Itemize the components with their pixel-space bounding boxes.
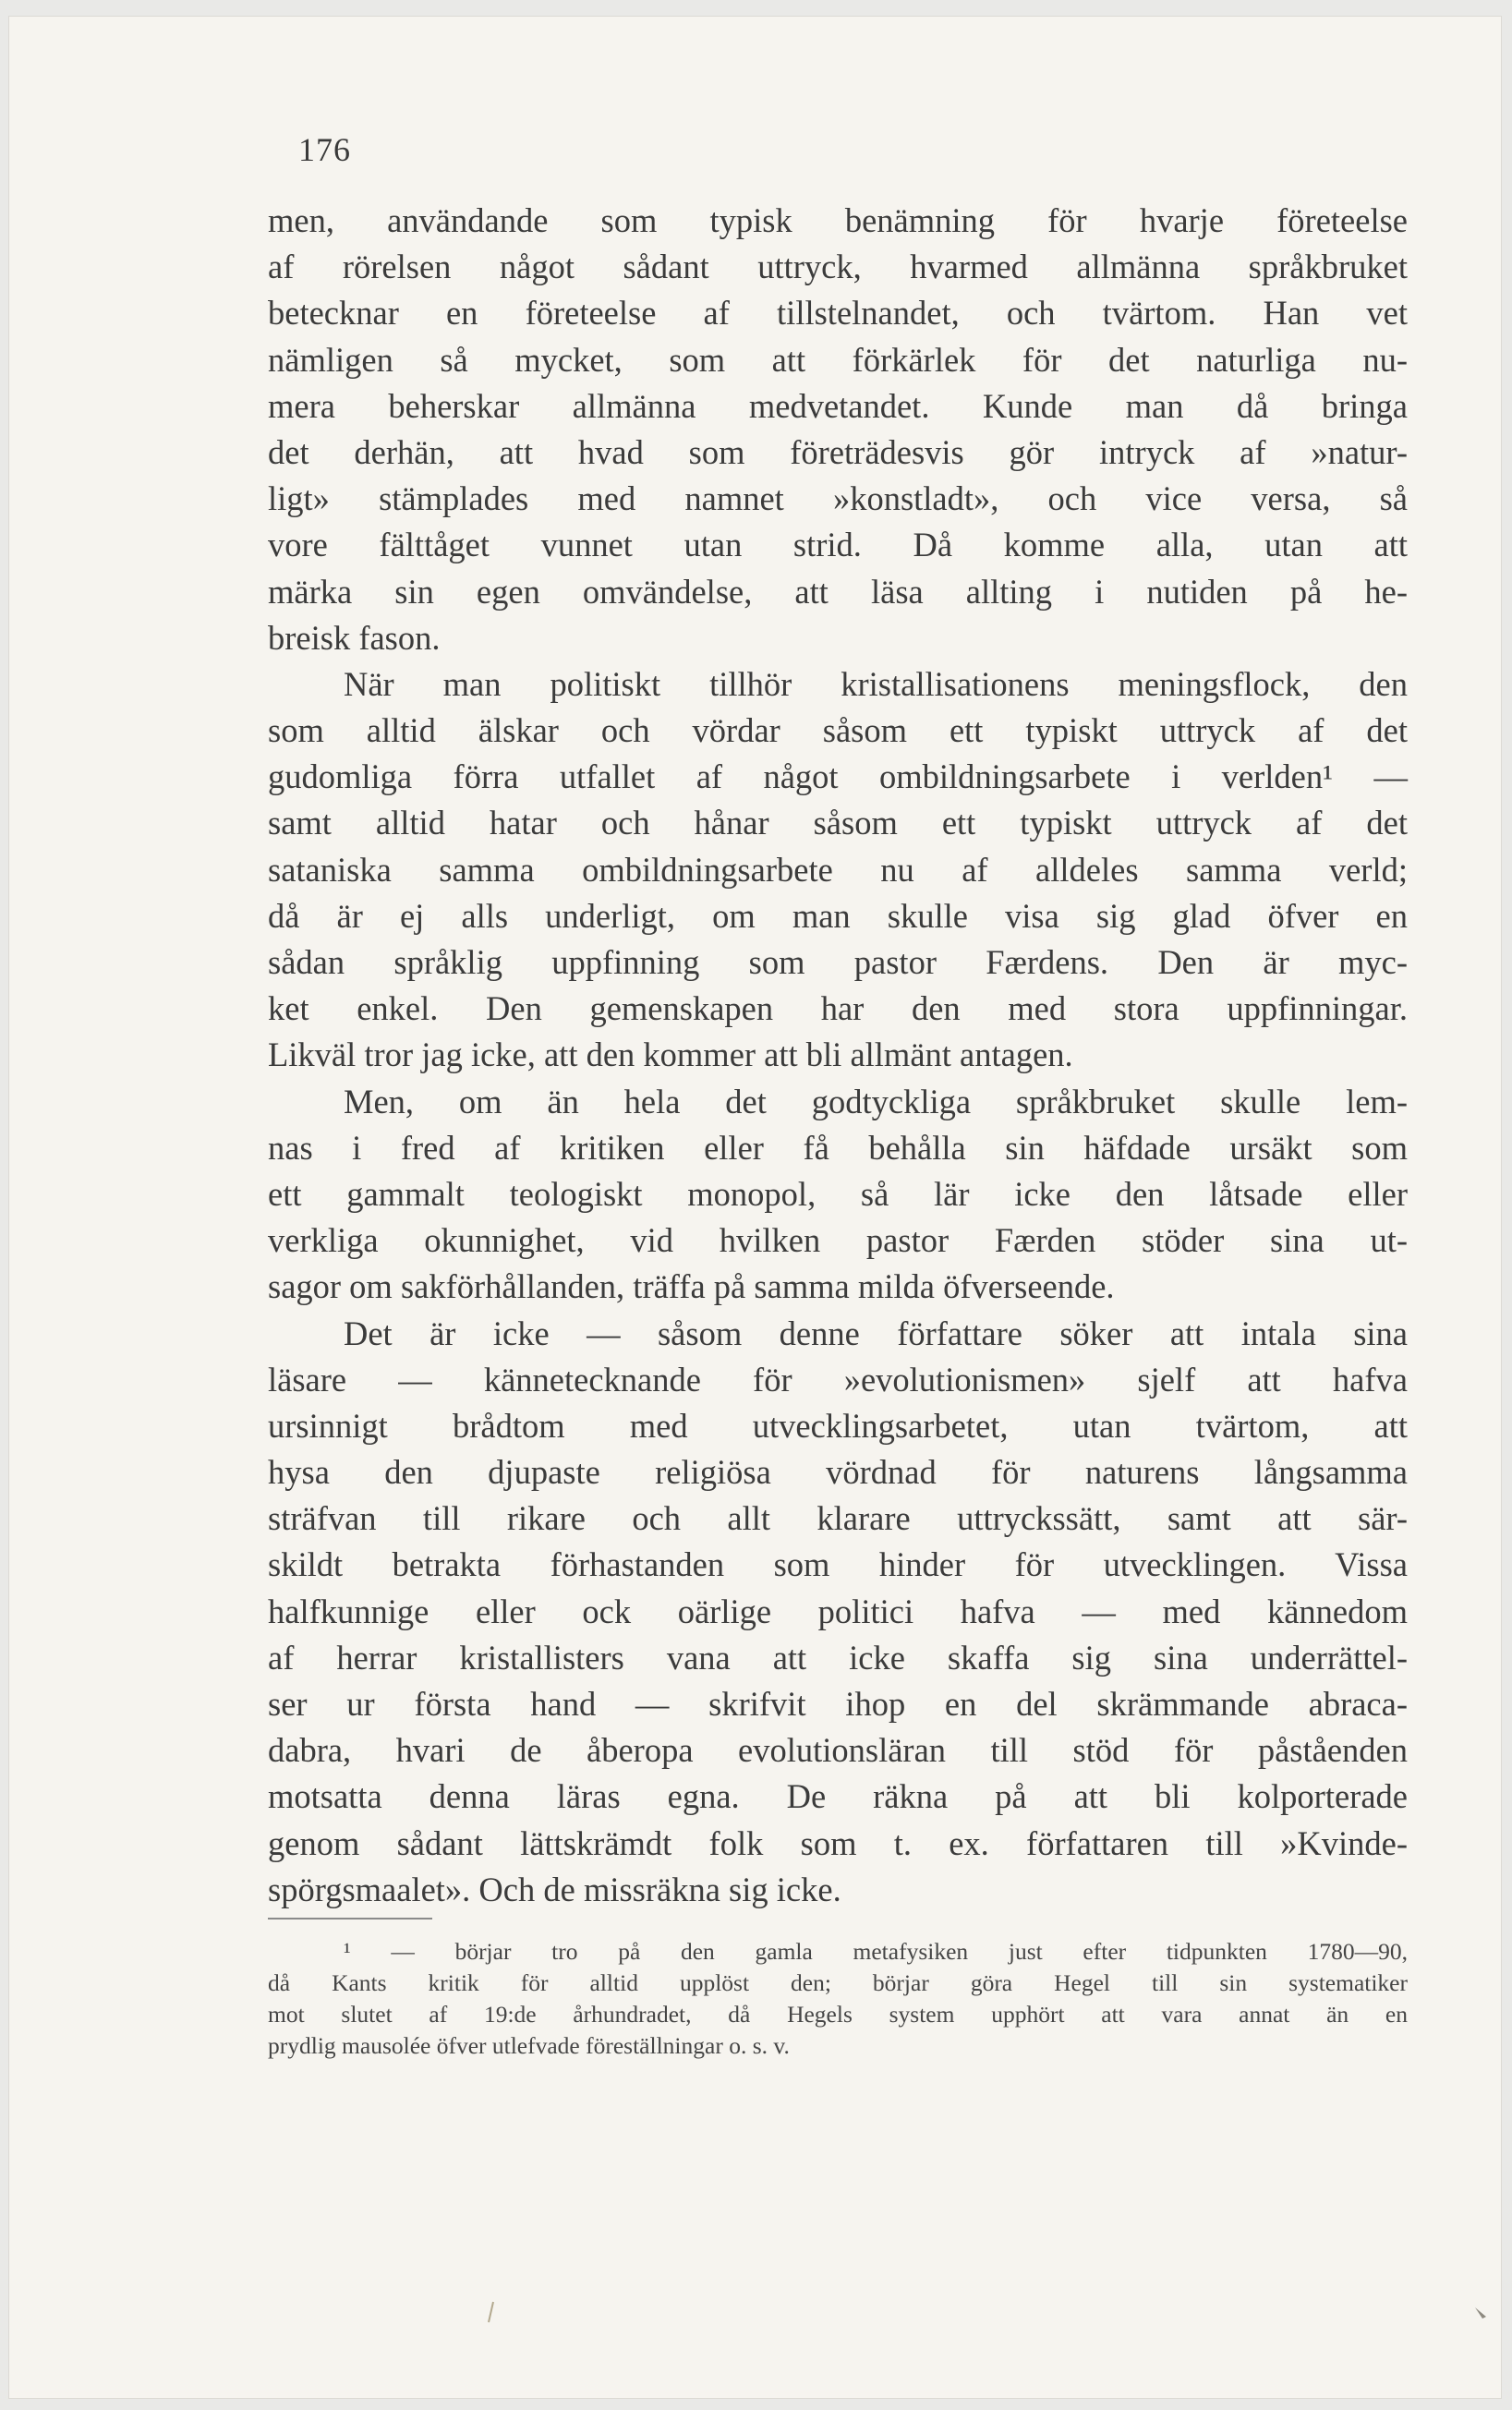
text-line: sådan språklig uppfinning som pastor Færdens. Den är myc-: [268, 943, 1408, 981]
text-line: halfkunnige eller ock oärlige politici hafva — med kännedom: [268, 1592, 1408, 1630]
text-line: verkliga okunnighet, vid hvilken pastor Færden stöder sina ut-: [268, 1221, 1408, 1260]
text-line: men, användande som typisk benämning för hvarje företeelse: [268, 201, 1408, 239]
text-line: samt alltid hatar och hånar såsom ett typiskt uttryck af det: [268, 804, 1408, 842]
footnote: [268, 1936, 1408, 2062]
footnote-line: då Kants kritik för alltid upplöst den; börjar göra Hegel till sin systematiker: [268, 1969, 1408, 1996]
text-line: hysa den djupaste religiösa vördnad för naturens långsamma: [268, 1453, 1408, 1492]
text-line: ser ur första hand — skrifvit ihop en del skrämmande abraca-: [268, 1685, 1408, 1723]
text-line: ett gammalt teologiskt monopol, så lär icke den låtsade eller: [268, 1174, 1408, 1213]
text-line: ursinnigt brådtom med utvecklingsarbetet, utan tvärtom, att: [268, 1406, 1408, 1445]
footnote-line: ¹ — börjar tro på den gamla metafysiken just efter tidpunkten 1780—90,: [344, 1938, 1408, 1965]
text-line: Det är icke — såsom denne författare söker att intala sina: [344, 1314, 1408, 1352]
page-number: 176: [298, 131, 351, 168]
text-line: spörgsmaalet». Och de missräkna sig icke.: [268, 1870, 841, 1908]
ink-speck-icon: [485, 2300, 498, 2324]
text-line: Men, om än hela det godtyckliga språkbruket skulle lem-: [344, 1082, 1408, 1120]
text-line: då är ej alls underligt, om man skulle visa sig glad öfver en: [268, 896, 1408, 935]
text-line: betecknar en företeelse af tillstelnandet, och tvärtom. Han vet: [268, 294, 1408, 333]
book-page: [9, 17, 1501, 2398]
text-line: motsatta denna läras egna. De räkna på att bli kolporterade: [268, 1777, 1408, 1816]
text-line: När man politiskt tillhör kristallisationens meningsflock, den: [344, 664, 1408, 703]
text-line: ligt» stämplades med namnet »konstladt», och vice versa, så: [268, 479, 1408, 518]
text-line: läsare — kännetecknande för »evolutionismen» sjelf att hafva: [268, 1360, 1408, 1399]
text-line: vore fälttåget vunnet utan strid. Då komme alla, utan att: [268, 526, 1408, 564]
text-line: nas i fred af kritiken eller få behålla sin häfdade ursäkt som: [268, 1128, 1408, 1167]
text-line: nämligen så mycket, som att förkärlek för det naturliga nu-: [268, 340, 1408, 379]
text-line: sataniska samma ombildningsarbete nu af alldeles samma verld;: [268, 850, 1408, 889]
footnote-line: mot slutet af 19:de århundradet, då Hegels system upphört att vara annat än en: [268, 2001, 1408, 2028]
text-line: af herrar kristallisters vana att icke skaffa sig sina underrättel-: [268, 1638, 1408, 1677]
ink-speck-icon: [1473, 2306, 1492, 2324]
text-line: gudomliga förra utfallet af något ombildningsarbete i verlden¹ —: [268, 757, 1408, 796]
body-text: [268, 198, 1408, 1913]
text-line: Likväl tror jag icke, att den kommer att bli allmänt antagen.: [268, 1035, 1073, 1074]
text-line: skildt betrakta förhastanden som hinder för utvecklingen. Vissa: [268, 1545, 1408, 1584]
text-line: ket enkel. Den gemenskapen har den med stora uppfinningar.: [268, 989, 1408, 1028]
text-line: breisk fason.: [268, 618, 441, 657]
footnote-line: prydlig mausolée öfver utlefvade föreställningar o. s. v.: [268, 2032, 790, 2059]
text-line: som alltid älskar och vördar såsom ett typiskt uttryck af det: [268, 711, 1408, 750]
text-line: mera beherskar allmänna medvetandet. Kunde man då bringa: [268, 386, 1408, 425]
footnote-divider: [268, 1918, 432, 1920]
text-line: sagor om sakförhållanden, träffa på samma milda öfverseende.: [268, 1267, 1115, 1306]
text-line: sträfvan till rikare och allt klarare uttryckssätt, samt att sär-: [268, 1499, 1408, 1538]
text-line: det derhän, att hvad som företrädesvis gör intryck af »natur-: [268, 432, 1408, 471]
text-line: genom sådant lättskrämdt folk som t. ex. författaren till »Kvinde-: [268, 1823, 1408, 1862]
text-line: af rörelsen något sådant uttryck, hvarmed allmänna språkbruket: [268, 248, 1408, 286]
text-line: dabra, hvari de åberopa evolutionsläran till stöd för påståenden: [268, 1731, 1408, 1770]
text-line: märka sin egen omvändelse, att läsa allting i nutiden på he-: [268, 572, 1408, 611]
